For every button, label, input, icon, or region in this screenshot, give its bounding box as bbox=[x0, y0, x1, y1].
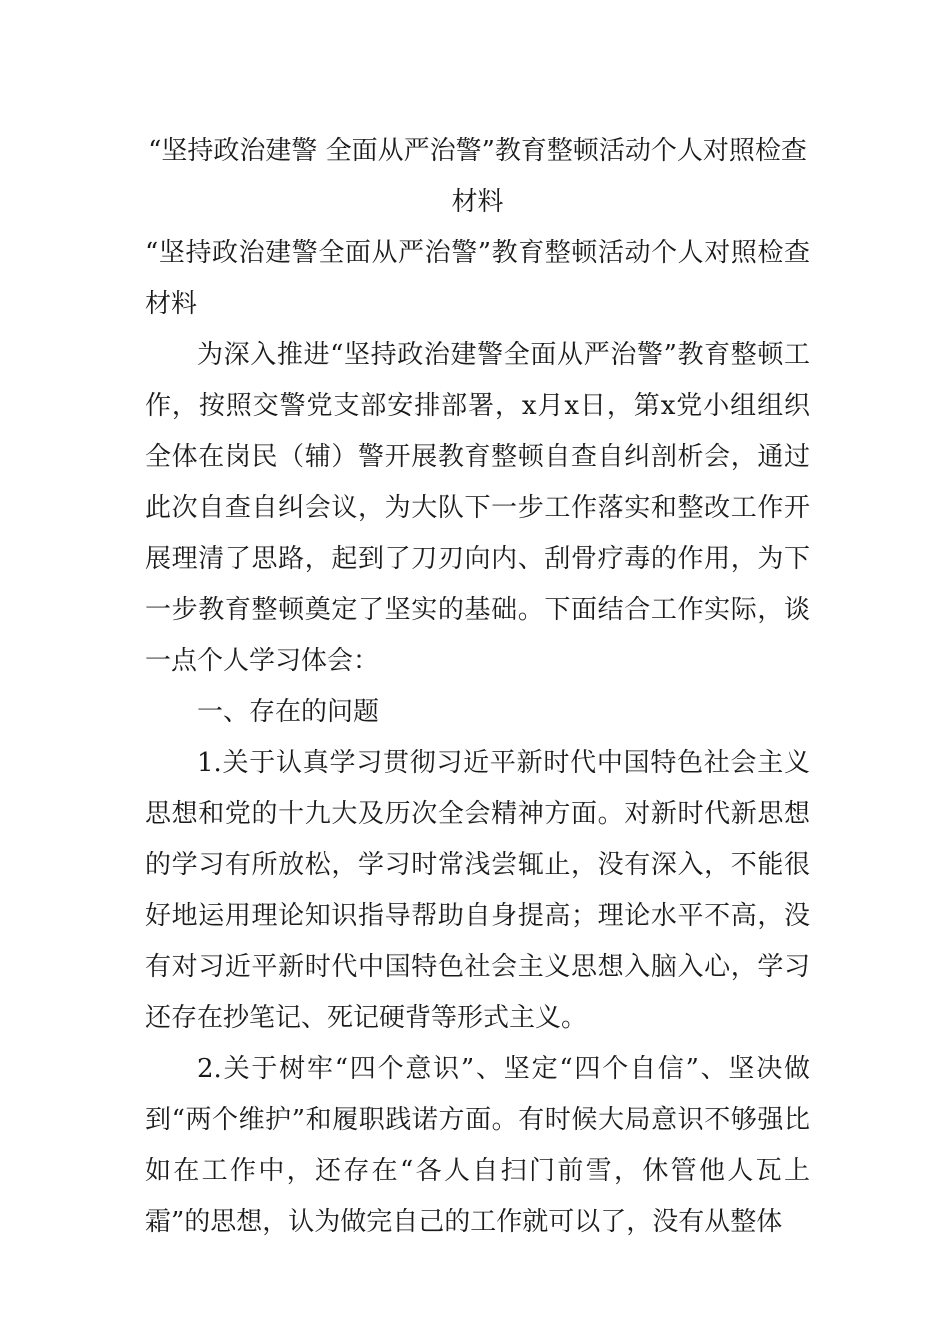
body-paragraph-1: 1.关于认真学习贯彻习近平新时代中国特色社会主义思想和党的十九大及历次全会精神方面。对新时代新思想的学习有所放松，学习时常浅尝辄止，没有深入，不能很好地运用理论知识指导帮助自身提高；理论水平不高，没有对习近平新时代中国特色社会主义思想入脑入心，学习还存在抄笔记、死记硬背等形式主义。 bbox=[145, 748, 810, 1033]
body-paragraph-2: 2.关于树牢“四个意识”、坚定“四个自信”、坚决做到“两个维护”和履职践诺方面。有时候大局意识不够强比如在工作中，还存在“各人自扫门前雪，休管他人瓦上霜”的思想，认为做完自己的工作就可以了，没有从整体 bbox=[145, 1054, 810, 1237]
intro-paragraph: 为深入推进“坚持政治建警全面从严治警”教育整顿工作，按照交警党支部安排部署，x月x日，第x党小组组织全体在岗民（辅）警开展教育整顿自查自纠剖析会，通过此次自查自纠会议，为大队下一步工作落实和整改工作开展理清了思路，起到了刀刃向内、刮骨疗毒的作用，为下一步教育整顿奠定了坚实的基础。下面结合工作实际，谈一点个人学习体会： bbox=[145, 340, 810, 676]
document-title: “坚持政治建警 全面从严治警”教育整顿活动个人对照检查材料 bbox=[148, 136, 807, 217]
section-heading: 一、存在的问题 bbox=[197, 697, 380, 727]
subtitle-paragraph: “坚持政治建警全面从严治警”教育整顿活动个人对照检查材料 bbox=[145, 238, 810, 319]
document-page bbox=[145, 126, 810, 1248]
